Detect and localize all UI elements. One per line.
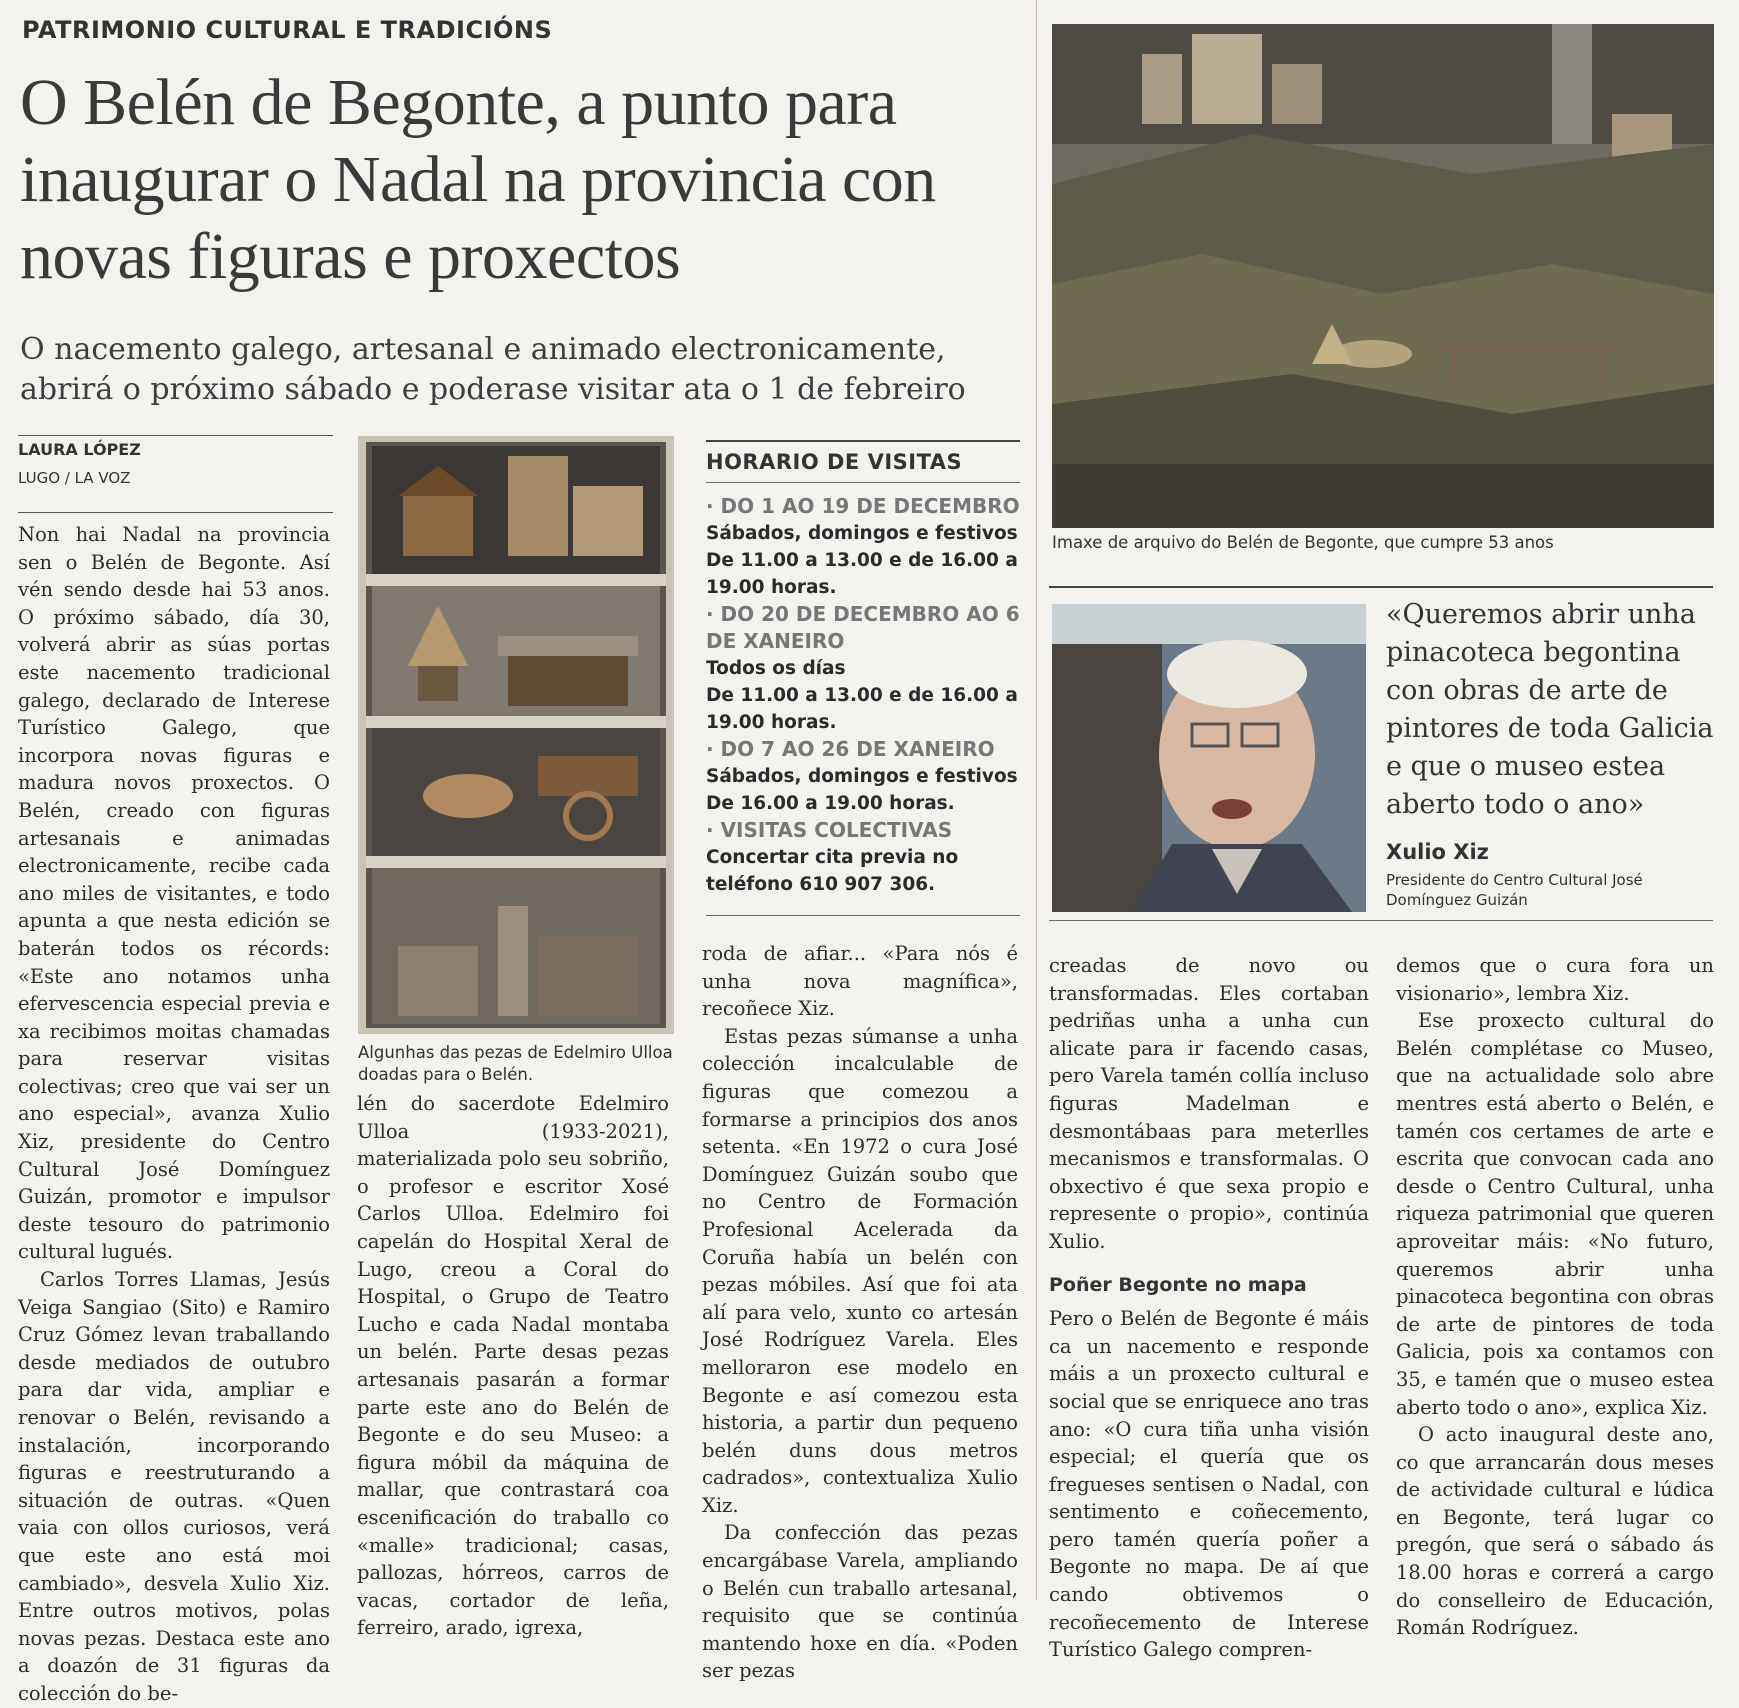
quote-bottom-divider [1049, 920, 1713, 921]
paragraph: roda de afiar... «Para nós é unha nova magnífica», recoñece Xiz. [702, 942, 1018, 1021]
paragraph: Non hai Nadal na provincia sen o Belén de Begonte. Así vén sendo desde hai 53 anos. O próximo sábado, día 30, volverá abrir as súas portas este nacemento tradicional galego, declarado de Interese Turístico Galego, que incorpora novas figuras e madura novos proxectos. O Belén, creado con figuras artesanais e animadas electronicamente, recibe cada ano miles de visitantes, e todo apunta a que nesta edición se baterán todos os récords: «Este ano notamos unha efervescencia especial previa e xa recibimos moitas chamadas para reservar visitas colectivas; creo que vai ser un ano especial», avanza Xulio Xiz, presidente do Centro Cultural José Domínguez Guizán, promotor e impulsor deste tesouro do patrimonio cultural lugués. [18, 523, 330, 1264]
quote-section-divider [1049, 586, 1713, 588]
column-divider [1036, 0, 1037, 1600]
schedule-range: · DO 20 DE DECEMBRO AO 6 DE XANEIRO [706, 602, 1020, 653]
paragraph: Carlos Torres Llamas, Jesús Veiga Sangiao (Sito) e Ramiro Cruz Gómez levan traballando desde mediados de outubro para dar vida, ampliar e renovar o Belén, revisando a instalación, incorporando figuras e reestruturando a situación de outras. «Quen vaia con ollos curiosos, verá que este ano está moi cambiado», desvela Xulio Xiz. Entre outros motivos, polas novas pezas. Destaca este ano a doazón de 31 figuras da colección do be- [18, 1268, 330, 1705]
paragraph: lén do sacerdote Edelmiro Ulloa (1933-2021), materializada polo seu sobriño, o profesor e escritor Xosé Carlos Ulloa. Edelmiro foi capelán do Hospital Xeral de Lugo, creou a Coral do Hospital, o Grupo de Teatro Lucho e cada Nadal montaba un belén. Parte desas pezas artesanais pasarán a formar parte este ano do Belén de Begonte e do seu Museo: a figura móbil da máquina de mallar, que contrastará coa escenificación do traballo co «malle» tradicional; casas, pallozas, hórreos, carros de vacas, cortador de leña, ferreiro, arado, igrexa, [357, 1092, 669, 1640]
author-location: LUGO / LA VOZ [18, 469, 131, 487]
quote-author-name: Xulio Xiz [1386, 840, 1489, 864]
portrait-illustration [1052, 604, 1366, 912]
author-name: LAURA LÓPEZ [18, 440, 141, 459]
paragraph: creadas de novo ou transformadas. Eles cortaban pedriñas unha a unha cun alicate para ir facendo casas, pero Varela tamén collía incluso figuras Madelman e desmontábaas para meterlles mecanismos e transformalas. O obxectivo é que sexa propio e represente o propio», continúa Xulio. [1049, 954, 1369, 1253]
schedule-box [706, 440, 1020, 898]
byline-divider [18, 512, 333, 513]
body-column-4 [1049, 952, 1369, 1664]
paragraph: O acto inaugural deste ano, co que arrancarán dous meses de actividade cultural e lúdica en Begonte, terá lugar co pregón, que será o sábado ás 18.00 horas e correrá a cargo do conselleiro de Educación, Román Rodríguez. [1396, 1423, 1714, 1640]
shelves-illustration [358, 436, 674, 1034]
schedule-days: Sábados, domingos e festivos [706, 523, 1018, 544]
schedule-range: · DO 1 AO 19 DE DECEMBRO [706, 494, 1020, 518]
paragraph: Pero o Belén de Begonte é máis ca un nacemento e responde máis a un proxecto cultural e social que se enriquece ano tras ano: «O cura tiña unha visión especial; el quería que os fregueses sentisen o Nadal, con sentimento e coñecemento, pero tamén quería poñer a Begonte no mapa. De aí que cando obtivemos o recoñecemento de Interese Turístico Galego compren- [1049, 1307, 1369, 1662]
schedule-days: Todos os días [706, 658, 846, 679]
paragraph: demos que o cura fora un visionario», lembra Xiz. [1396, 954, 1714, 1005]
quote-author-role: Presidente do Centro Cultural José Domínguez Guizán [1386, 871, 1643, 909]
section-label: PATRIMONIO CULTURAL E TRADICIÓNS [22, 16, 553, 44]
schedule-entry [706, 493, 1020, 601]
landscape-caption: Imaxe de arquivo do Belén de Begonte, que cumpre 53 anos [1052, 533, 1554, 552]
schedule-days: Sábados, domingos e festivos [706, 766, 1018, 787]
schedule-times: De 11.00 a 13.00 e de 16.00 a 19.00 horas. [706, 685, 1018, 733]
body-column-2 [357, 1090, 669, 1642]
headline: O Belén de Begonte, a punto para inaugurar o Nadal na provincia con novas figuras e proxectos [20, 66, 936, 293]
schedule-title: HORARIO DE VISITAS [706, 450, 1020, 483]
article-subhead: Poñer Begonte no mapa [1049, 1273, 1307, 1296]
schedule-range: · DO 7 AO 26 DE XANEIRO [706, 737, 995, 761]
body-column-5 [1396, 952, 1714, 1642]
schedule-times: Concertar cita previa no teléfono 610 907 306. [706, 847, 959, 895]
body-column-3 [702, 940, 1018, 1685]
paragraph: Ese proxecto cultural do Belén complétase co Museo, que na actualidade solo abre mentres está aberto o Belén, e tamén cos certames de arte e escrita que convocan cada ano desde o Centro Cultural, unha riqueza patrimonial que queren aproveitar máis: «No futuro, queremos abrir unha pinacoteca begontina con obras de arte de pintores de toda Galicia, pois xa contamos con 35, e tamén que o museo estea aberto todo o ano», explica Xiz. [1396, 1009, 1714, 1419]
subheadline: O nacemento galego, artesanal e animado electronicamente, abrirá o próximo sábado e poderase visitar ata o 1 de febreiro [20, 332, 966, 407]
paragraph: Da confección das pezas encargábase Varela, ampliando o Belén cun traballo artesanal, requisito que se continúa mantendo hoxe en día. «Poden ser pezas [702, 1521, 1018, 1683]
schedule-times: De 16.00 a 19.00 horas. [706, 793, 955, 814]
xulio-xiz-portrait [1052, 604, 1366, 912]
byline [18, 435, 333, 487]
paragraph: Estas pezas súmanse a unha colección incalculable de figuras que comezou a formarse a principios dos anos setenta. «En 1972 o cura José Domínguez Guizán soubo que no Centro de Formación Profesional Acelerada da Coruña había un belén con pezas móbiles. Así que foi ata alí para velo, xunto co artesán José Rodríguez Varela. Eles melloraron ese modelo en Begonte e así comezou esta historia, a partir dun pequeno belén duns dous metros cadrados», contextualiza Xulio Xiz. [702, 1024, 1018, 1517]
schedule-times: De 11.00 a 13.00 e de 16.00 a 19.00 horas. [706, 550, 1018, 598]
shelves-photo [358, 436, 674, 1034]
schedule-entry [706, 736, 1020, 817]
body-column-1 [18, 521, 330, 1708]
pull-quote: «Queremos abrir unha pinacoteca begontina con obras de arte de pintores de toda Galicia e que o museo estea aberto todo o ano» [1386, 599, 1714, 820]
schedule-entry [706, 601, 1020, 736]
belen-landscape-photo [1052, 24, 1714, 528]
landscape-illustration [1052, 24, 1714, 528]
shelves-caption: Algunhas das pezas de Edelmiro Ulloa doadas para o Belén. [358, 1043, 673, 1084]
schedule-box-divider [706, 915, 1020, 916]
schedule-entry [706, 817, 1020, 898]
schedule-range: · VISITAS COLECTIVAS [706, 818, 953, 842]
